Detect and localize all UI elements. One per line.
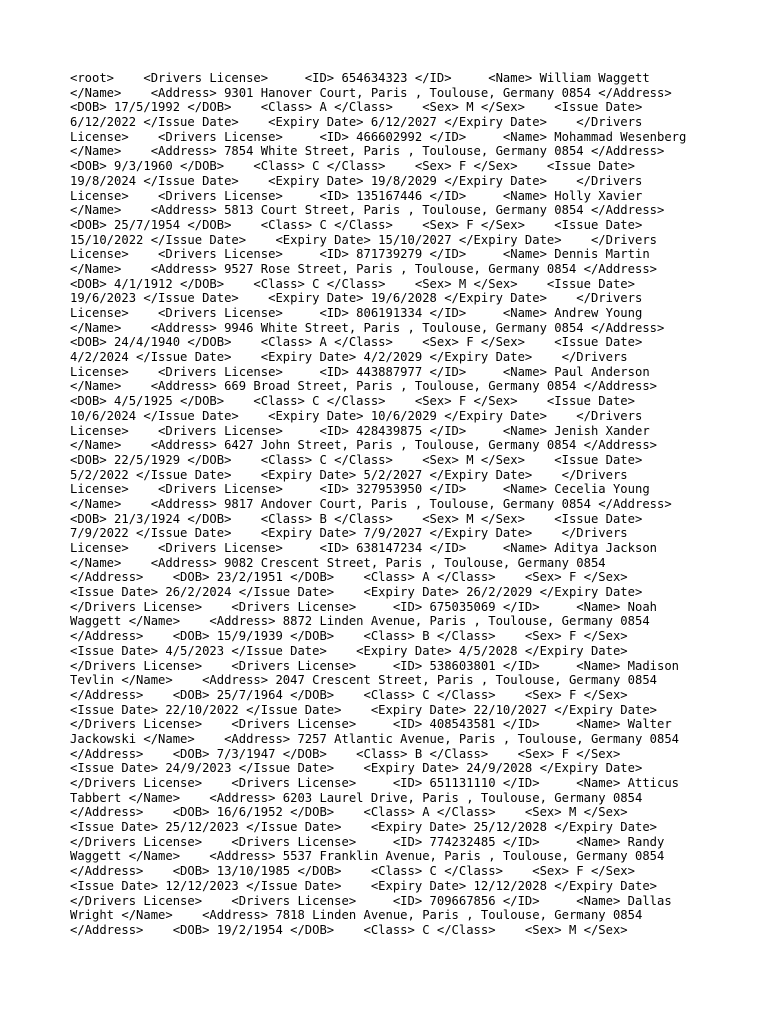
text-line: <DOB> 24/4/1940 </DOB> <Class> A </Class> <Sex> F </Sex> <Issue Date> xyxy=(70,335,643,350)
text-line: Wright </Name> <Address> 7818 Linden Avenue, Paris , Toulouse, Germany 0854 xyxy=(70,908,643,923)
document-text-block xyxy=(70,71,710,938)
text-line: 5/2/2022 </Issue Date> <Expiry Date> 5/2/2027 </Expiry Date> </Drivers xyxy=(70,467,628,482)
text-line: </Address> <DOB> 7/3/1947 </DOB> <Class> B </Class> <Sex> F </Sex> xyxy=(70,746,621,761)
text-line: </Drivers License> <Drivers License> <ID> 675035069 </ID> <Name> Noah xyxy=(70,599,657,614)
text-line: License> <Drivers License> <ID> 135167446 </ID> <Name> Holly Xavier xyxy=(70,188,643,203)
text-line: Tevlin </Name> <Address> 2047 Crescent Street, Paris , Toulouse, Germany 0854 xyxy=(70,673,657,688)
text-line: </Drivers License> <Drivers License> <ID> 651131110 </ID> <Name> Atticus xyxy=(70,776,680,790)
text-line: </Address> <DOB> 19/2/1954 </DOB> <Class> C </Class> <Sex> M </Sex> xyxy=(70,922,628,937)
text-line: Waggett </Name> <Address> 5537 Franklin Avenue, Paris , Toulouse, Germany 0854 xyxy=(70,849,665,864)
text-line: <Issue Date> 25/12/2023 </Issue Date> <Expiry Date> 25/12/2028 </Expiry Date> xyxy=(70,820,657,835)
text-line: <DOB> 22/5/1929 </DOB> <Class> C </Class> <Sex> M </Sex> <Issue Date> xyxy=(70,452,643,467)
text-line: 19/6/2023 </Issue Date> <Expiry Date> 19/6/2028 </Expiry Date> </Drivers xyxy=(70,291,643,306)
text-line: </Address> <DOB> 13/10/1985 </DOB> <Class> C </Class> <Sex> F </Sex> xyxy=(70,864,635,879)
text-line: </Name> <Address> 5813 Court Street, Paris , Toulouse, Germany 0854 </Address> xyxy=(70,203,665,218)
text-line: </Name> <Address> 9817 Andover Court, Paris , Toulouse, Germany 0854 </Address> xyxy=(70,496,672,511)
text-line: 19/8/2024 </Issue Date> <Expiry Date> 19/8/2029 </Expiry Date> </Drivers xyxy=(70,173,643,188)
text-line: <Issue Date> 4/5/2023 </Issue Date> <Expiry Date> 4/5/2028 </Expiry Date> xyxy=(70,643,628,658)
text-line: <DOB> 4/1/1912 </DOB> <Class> C </Class> <Sex> M </Sex> <Issue Date> xyxy=(70,276,635,291)
text-line: </Name> <Address> 6427 John Street, Paris , Toulouse, Germany 0854 </Address> xyxy=(70,438,657,453)
text-line: </Drivers License> <Drivers License> <ID> 709667856 </ID> <Name> Dallas xyxy=(70,893,672,908)
text-line: </Name> <Address> 669 Broad Street, Paris , Toulouse, Germany 0854 </Address> xyxy=(70,379,657,394)
text-line: License> <Drivers License> <ID> 871739279 </ID> <Name> Dennis Martin xyxy=(70,247,650,262)
text-line: <DOB> 17/5/1992 </DOB> <Class> A </Class> <Sex> M </Sex> <Issue Date> xyxy=(70,100,643,115)
text-line: 4/2/2024 </Issue Date> <Expiry Date> 4/2/2029 </Expiry Date> </Drivers xyxy=(70,350,628,365)
text-line: <Issue Date> 24/9/2023 </Issue Date> <Expiry Date> 24/9/2028 </Expiry Date> xyxy=(70,761,643,776)
text-line: </Address> <DOB> 25/7/1964 </DOB> <Class> C </Class> <Sex> F </Sex> xyxy=(70,687,628,702)
text-line: Tabbert </Name> <Address> 6203 Laurel Drive, Paris , Toulouse, Germany 0854 xyxy=(70,790,643,805)
text-line: </Drivers License> <Drivers License> <ID> 538603801 </ID> <Name> Madison xyxy=(70,658,680,673)
text-line: License> <Drivers License> <ID> 428439875 </ID> <Name> Jenish Xander xyxy=(70,423,650,438)
text-line: 6/12/2022 </Issue Date> <Expiry Date> 6/12/2027 </Expiry Date> </Drivers xyxy=(70,115,643,130)
text-line: License> <Drivers License> <ID> 638147234 </ID> <Name> Aditya Jackson xyxy=(70,541,657,555)
text-line: <Issue Date> 12/12/2023 </Issue Date> <Expiry Date> 12/12/2028 </Expiry Date> xyxy=(70,878,657,893)
text-line: </Drivers License> <Drivers License> <ID> 774232485 </ID> <Name> Randy xyxy=(70,834,665,849)
text-line: License> <Drivers License> <ID> 466602992 </ID> <Name> Mohammad Wesenberg xyxy=(70,129,687,144)
text-line: <Issue Date> 26/2/2024 </Issue Date> <Expiry Date> 26/2/2029 </Expiry Date> xyxy=(70,585,643,600)
text-line: License> <Drivers License> <ID> 806191334 </ID> <Name> Andrew Young xyxy=(70,306,643,320)
text-line: </Name> <Address> 9082 Crescent Street, Paris , Toulouse, Germany 0854 xyxy=(70,555,606,570)
text-line: <DOB> 25/7/1954 </DOB> <Class> C </Class> <Sex> F </Sex> <Issue Date> xyxy=(70,217,643,232)
text-line: 15/10/2022 </Issue Date> <Expiry Date> 15/10/2027 </Expiry Date> </Drivers xyxy=(70,232,657,247)
text-line: 10/6/2024 </Issue Date> <Expiry Date> 10/6/2029 </Expiry Date> </Drivers xyxy=(70,408,643,423)
text-line: <Issue Date> 22/10/2022 </Issue Date> <Expiry Date> 22/10/2027 </Expiry Date> xyxy=(70,702,657,717)
text-line: <DOB> 21/3/1924 </DOB> <Class> B </Class> <Sex> M </Sex> <Issue Date> xyxy=(70,511,643,526)
text-line: 7/9/2022 </Issue Date> <Expiry Date> 7/9/2027 </Expiry Date> </Drivers xyxy=(70,526,628,541)
text-line: Jackowski </Name> <Address> 7257 Atlantic Avenue, Paris , Toulouse, Germany 0854 xyxy=(70,731,680,746)
text-line: Waggett </Name> <Address> 8872 Linden Avenue, Paris , Toulouse, Germany 0854 xyxy=(70,614,650,629)
text-line: </Address> <DOB> 16/6/1952 </DOB> <Class> A </Class> <Sex> M </Sex> xyxy=(70,805,628,820)
text-line: <root> <Drivers License> <ID> 654634323 </ID> <Name> William Waggett xyxy=(70,71,650,85)
text-line: <DOB> 4/5/1925 </DOB> <Class> C </Class> <Sex> F </Sex> <Issue Date> xyxy=(70,394,635,409)
text-line: License> <Drivers License> <ID> 327953950 </ID> <Name> Cecelia Young xyxy=(70,482,650,497)
text-line: </Name> <Address> 9301 Hanover Court, Paris , Toulouse, Germany 0854 </Address> xyxy=(70,85,672,100)
text-line: License> <Drivers License> <ID> 443887977 </ID> <Name> Paul Anderson xyxy=(70,364,650,379)
text-line: </Name> <Address> 9946 White Street, Paris , Toulouse, Germany 0854 </Address> xyxy=(70,320,665,335)
text-line: <DOB> 9/3/1960 </DOB> <Class> C </Class> <Sex> F </Sex> <Issue Date> xyxy=(70,159,635,174)
text-line: </Address> <DOB> 23/2/1951 </DOB> <Class> A </Class> <Sex> F </Sex> xyxy=(70,570,628,585)
text-line: </Name> <Address> 9527 Rose Street, Paris , Toulouse, Germany 0854 </Address> xyxy=(70,261,657,276)
text-line: </Drivers License> <Drivers License> <ID> 408543581 </ID> <Name> Walter xyxy=(70,717,672,732)
text-line: </Address> <DOB> 15/9/1939 </DOB> <Class> B </Class> <Sex> F </Sex> xyxy=(70,629,628,644)
text-line: </Name> <Address> 7854 White Street, Paris , Toulouse, Germany 0854 </Address> xyxy=(70,144,665,159)
